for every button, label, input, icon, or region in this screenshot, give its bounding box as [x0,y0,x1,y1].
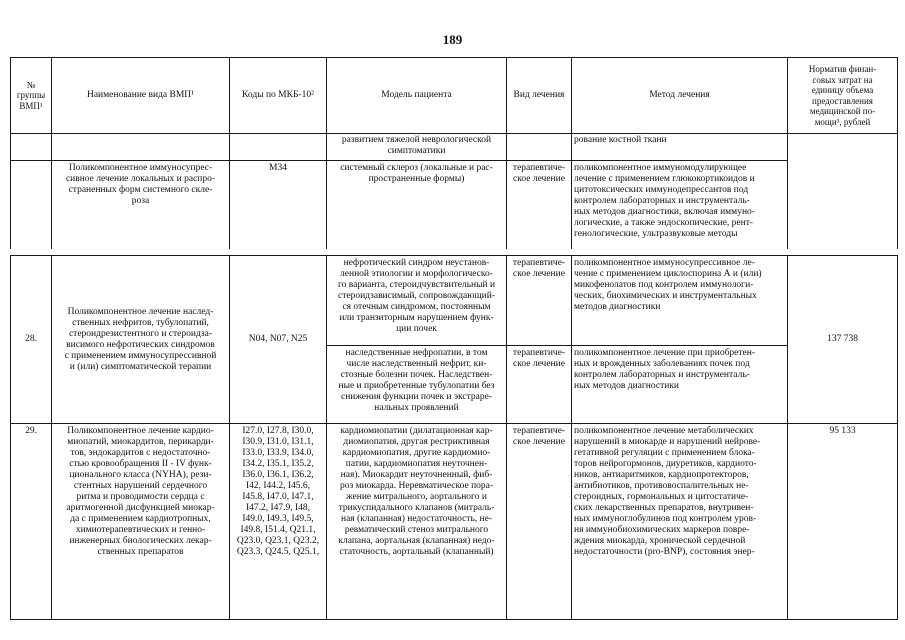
header-cost-norm [787,57,898,133]
row29-codes [229,423,326,620]
header-group-number [10,57,51,133]
row29-name [51,423,229,620]
cont-method-text: рование костной ткани [574,135,667,145]
row29-norm [787,423,898,620]
header-icd-codes [229,57,326,133]
row29-norm-text: 95 133 [829,426,856,436]
m34-method [571,160,787,249]
m34-model [326,160,506,249]
cont-codes [229,133,326,160]
m34-codes-text: M34 [269,163,287,173]
row28-sub1-method-text: поликомпонентное иммуносупрессивное ле- чение с применением циклоспорина А и (или) микофенолатов под контролем иммунологи- ческих, биохимических и инструментальных методов диагностики [574,258,762,312]
header-patient-model [326,57,506,133]
row28-codes [229,255,326,423]
header-icd-codes-text: Коды по МКБ-10² [242,90,314,100]
row28-sub1-type-text: терапевтиче- ское лечение [512,258,566,279]
cont-method [571,133,787,160]
header-vmp-name-text: Наименование вида ВМП¹ [86,90,195,100]
m34-method-text: поликомпонентное иммуномодулирующее лечение с применением глюкокортикоидов и цитотоксических иммунодепрессантов под контролем лабораторных и инструменталь- ных методов диагностики, включая иммуно- логические, а также эндоскопические, рент- генологические, ультразвуковые методы [574,163,755,239]
row29-num-text: 29. [25,426,37,436]
m34-name-text: Поликомпонентное иммуносупрес- сивное лечение локальных и распро- страненных форм системного скле- роза [65,163,216,206]
row29-model [326,423,506,620]
header-group-number-text: № группы ВМП¹ [16,79,46,111]
row28-norm [787,255,898,423]
row28-sub2-type-text: терапевтиче- ское лечение [512,348,566,369]
m34-codes [229,160,326,249]
cont-type [506,133,571,160]
row28-num [10,255,51,423]
row29-model-text: кардиомиопатии (дилатационная кар- диомиопатия, другая рестриктивная кардиомиопатия, другие кардиомио- патии, кардиомиопатия неуточнен- ная). Миокардит неуточненный, фиб- роз миокарда. Неревматическое пора- жение митрального, аортального и трикуспидального клапанов (митраль- ная (клапанная) недостаточность, не- ревматический стеноз митрального клапана, аортальная (клапанная) недо- статочность, аортальный (клапанный) [338,426,495,557]
row29-method [571,423,787,620]
cont-name [51,133,229,160]
row28-sub2-model-text: наследственные нефропатии, в том числе наследственный нефрит, ки- стозные болезни почек. Наследствен- ные и приобретенные тубулопатии без снижения функции почек и экстраре- нальных проявлений [338,348,495,413]
m34-name [51,160,229,249]
row28-codes-text: N04, N07, N25 [248,334,308,344]
header-treatment-method-text: Метод лечения [649,90,710,100]
header-vmp-name [51,57,229,133]
page-number: 189 [442,32,463,47]
row28-sub1-type [506,255,571,345]
row29-type-text: терапевтиче- ское лечение [512,426,566,447]
row28-name [51,255,229,423]
header-treatment-type-text: Вид лечения [513,90,565,100]
header-treatment-method [571,57,787,133]
row28-sub2-model [326,345,506,423]
row28-sub1-model-text: нефротический синдром неустанов- ленной этиологии и морфологическо- го варианта, стероидчувствительный и стероидзависимый, сопровождающий- ся отечным синдромом, постоянным или транзиторным нарушением функ- ции почек [337,258,496,334]
m34-type [506,160,571,249]
row29-method-text: поликомпонентное лечение метаболических нарушений в миокарде и нарушений нейрове- гетативной регуляции с применением блока- торов нейрогормонов, диуретиков, кардиото- ников, антиаритмиков, кардиопротекторов, антибиотиков, противовоспалительных не- стероидных, гормональных и цитостатиче- ских лекарственных препаратов, внутривен- ных иммуноглобулинов под контролем уров- ня иммунобиохимических маркеров повре- ждения миокарда, хронической сердечной недостаточности (pro-BNP), состояния энер- [574,426,761,557]
row28-sub1-method [571,255,787,345]
cont-norm [787,133,898,249]
row29-codes-text: I27.0, I27.8, I30.0, I30.9, I31.0, I31.1, I33.0, I33.9, I34.0, I34.2, I35.1, I35.2, I36.0, I36.1, I36.2, I42, I44.2, I45.6, I45.8, I47.0, I47.1, I47.2, I47.9, I48, I49.0, I49.3, I49.5, I49.8, I51.4, Q21.1, Q23.0, Q23.1, Q23.2, Q23.3, Q24.5, Q25.1, [236,426,320,557]
m34-type-text: терапевтиче- ское лечение [512,163,566,184]
row28-num-text: 28. [25,334,37,344]
cont-model-text: развитием тяжелой неврологической симптоматики [341,135,492,156]
row28-sub2-type [506,345,571,423]
row28-norm-text: 137 738 [827,334,858,344]
row29-name-text: Поликомпонентное лечение кардио- миопатий, миокардитов, перикарди- тов, эндокардитов с недостаточно- стью кровообращения II - IV функ- ционального класса (NYHA), рези- стентных нарушений сердечного ритма и проводимости сердца с аритмогенной дисфункцией миокар- да с применением кардиотропных, химиотерапевтических и генно- инженерных биологических лекар- ственных препаратов [66,426,215,557]
m34-num [10,160,51,249]
row29-type [506,423,571,620]
cont-num [10,133,51,160]
row28-name-text: Поликомпонентное лечение наслед- ственных нефритов, тубулопатий, стероидрезистентного и стероидза- висимого нефротических синдромов с применением иммуносупрессивной и (или) симптоматической терапии [64,306,217,372]
m34-model-text: системный склероз (локальные и рас- пространенные формы) [340,163,493,184]
row28-sub1-model [326,255,506,345]
header-patient-model-text: Модель пациента [381,90,452,100]
cont-model [326,133,506,160]
header-cost-norm-text: Норматив финан- совых затрат на единицу объема предоставления медицинской по- мощи³, рублей [808,64,877,127]
row29-num [10,423,51,620]
row28-sub2-method-text: поликомпонентное лечение при приобретен- ных и врожденных заболеваниях почек под контролем лабораторных и инструменталь- ных методов диагностики [574,348,756,391]
header-treatment-type [506,57,571,133]
row28-sub2-method [571,345,787,423]
